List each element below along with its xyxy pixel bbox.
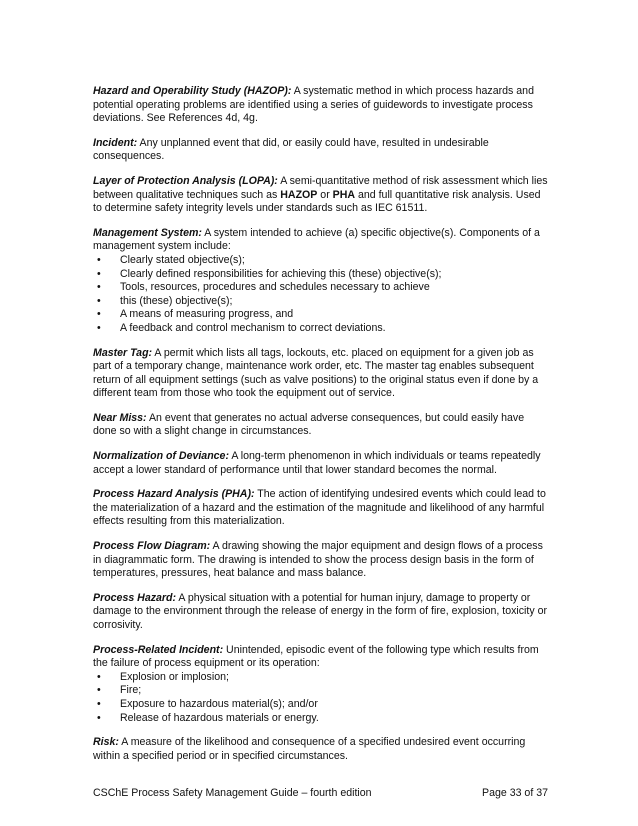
- document-body: [93, 85, 548, 774]
- bullet-list: [93, 671, 548, 725]
- bold-term: HAZOP: [280, 188, 318, 201]
- definition-text: A drawing showing the major equipment and design flows of a process in diagrammatic form. The drawing is intended to show the process design basis in the form of temperatures, pressures, heat balance and mass balance.: [93, 540, 543, 580]
- definition-text: Unintended, episodic event of the following type which results from the failure of process equipment or its operation:: [93, 643, 539, 670]
- term: Master Tag:: [93, 346, 153, 359]
- definition-text: A system intended to achieve (a) specific objective(s). Components of a management system include:: [93, 226, 540, 253]
- definition-master-tag: [93, 347, 548, 401]
- definition-process-related-incident: [93, 644, 548, 726]
- list-item: • this (these) objective(s);: [93, 295, 548, 309]
- list-item: • Tools, resources, procedures and schedules necessary to achieve: [93, 281, 548, 295]
- definition-text: The action of identifying undesired events which could lead to the materialization of a hazard and the estimation of the magnitude and likelihood of any harmful effects resulting from this materialization.: [93, 488, 546, 528]
- definition-text: A physical situation with a potential for human injury, damage to property or damage to the environment through the release of energy in the form of fire, explosion, toxicity or corrosivity.: [93, 591, 548, 631]
- definition-text: and full quantitative risk analysis. Used to determine safety integrity levels under standards such as IEC 61511.: [93, 188, 541, 215]
- footer-title: CSChE Process Safety Management Guide – fourth edition: [93, 787, 372, 799]
- definition-process-hazard: [93, 592, 548, 633]
- definition-incident: [93, 137, 548, 164]
- page-number: Page 33 of 37: [482, 787, 548, 799]
- definition-text: A permit which lists all tags, lockouts, etc. placed on equipment for a given job as part of a temporary change, maintenance work order, etc. The master tag enables subsequent return of all equipment settings (such as valve positions) to the original status even if done by a different team from those who took the equipment out of service.: [93, 346, 539, 400]
- list-item: • Clearly stated objective(s);: [93, 254, 548, 268]
- list-item: • Exposure to hazardous material(s); and/or: [93, 698, 548, 712]
- definition-process-flow-diagram: [93, 540, 548, 581]
- definition-hazop: [93, 85, 548, 126]
- page-footer: [93, 787, 548, 801]
- definition-lopa: [93, 175, 548, 216]
- term: Hazard and Operability Study (HAZOP):: [93, 85, 292, 97]
- definition-management-system: [93, 227, 548, 336]
- list-item: • Explosion or implosion;: [93, 671, 548, 685]
- definition-text: A long-term phenomenon in which individuals or teams repeatedly accept a lower standard of performance until that lower standard becomes the normal.: [93, 450, 541, 476]
- definition-text: A measure of the likelihood and consequence of a specified undesired event occurring within a specified period or in specified circumstances.: [93, 736, 526, 762]
- term: Incident:: [93, 136, 138, 149]
- definition-text: A systematic method in which process hazards and potential operating problems are identified using a series of guidewords to investigate process deviations. See References 4d, 4g.: [93, 85, 534, 125]
- list-item: • Clearly defined responsibilities for achieving this (these) objective(s);: [93, 268, 548, 282]
- list-item: • Fire;: [93, 684, 548, 698]
- term: Process Hazard Analysis (PHA):: [93, 488, 255, 501]
- list-item: • Release of hazardous materials or energy.: [93, 712, 548, 726]
- definition-text: or: [317, 188, 333, 201]
- term: Process-Related Incident:: [93, 643, 224, 656]
- definition-text: An event that generates no actual adverse consequences, but could easily have done so with a slight change in circumstances.: [93, 411, 525, 438]
- term: Normalization of Deviance:: [93, 450, 229, 463]
- definition-normalization-of-deviance: [93, 450, 548, 477]
- term: Process Flow Diagram:: [93, 540, 211, 553]
- bold-term: PHA: [332, 188, 356, 201]
- definition-text: A semi-quantitative method of risk assessment which lies between qualitative techniques such as: [93, 174, 548, 201]
- list-item: • A means of measuring progress, and: [93, 308, 548, 322]
- term: Risk:: [93, 736, 119, 749]
- term: Near Miss:: [93, 411, 147, 424]
- term: Process Hazard:: [93, 591, 177, 604]
- term: Layer of Protection Analysis (LOPA):: [93, 174, 278, 187]
- list-item: • A feedback and control mechanism to correct deviations.: [93, 322, 548, 336]
- definition-near-miss: [93, 412, 548, 439]
- definition-pha: [93, 488, 548, 529]
- definition-risk: [93, 736, 548, 763]
- term: Management System:: [93, 226, 202, 239]
- definition-text: Any unplanned event that did, or easily could have, resulted in undesirable consequences.: [93, 136, 489, 163]
- bullet-list: [93, 254, 548, 336]
